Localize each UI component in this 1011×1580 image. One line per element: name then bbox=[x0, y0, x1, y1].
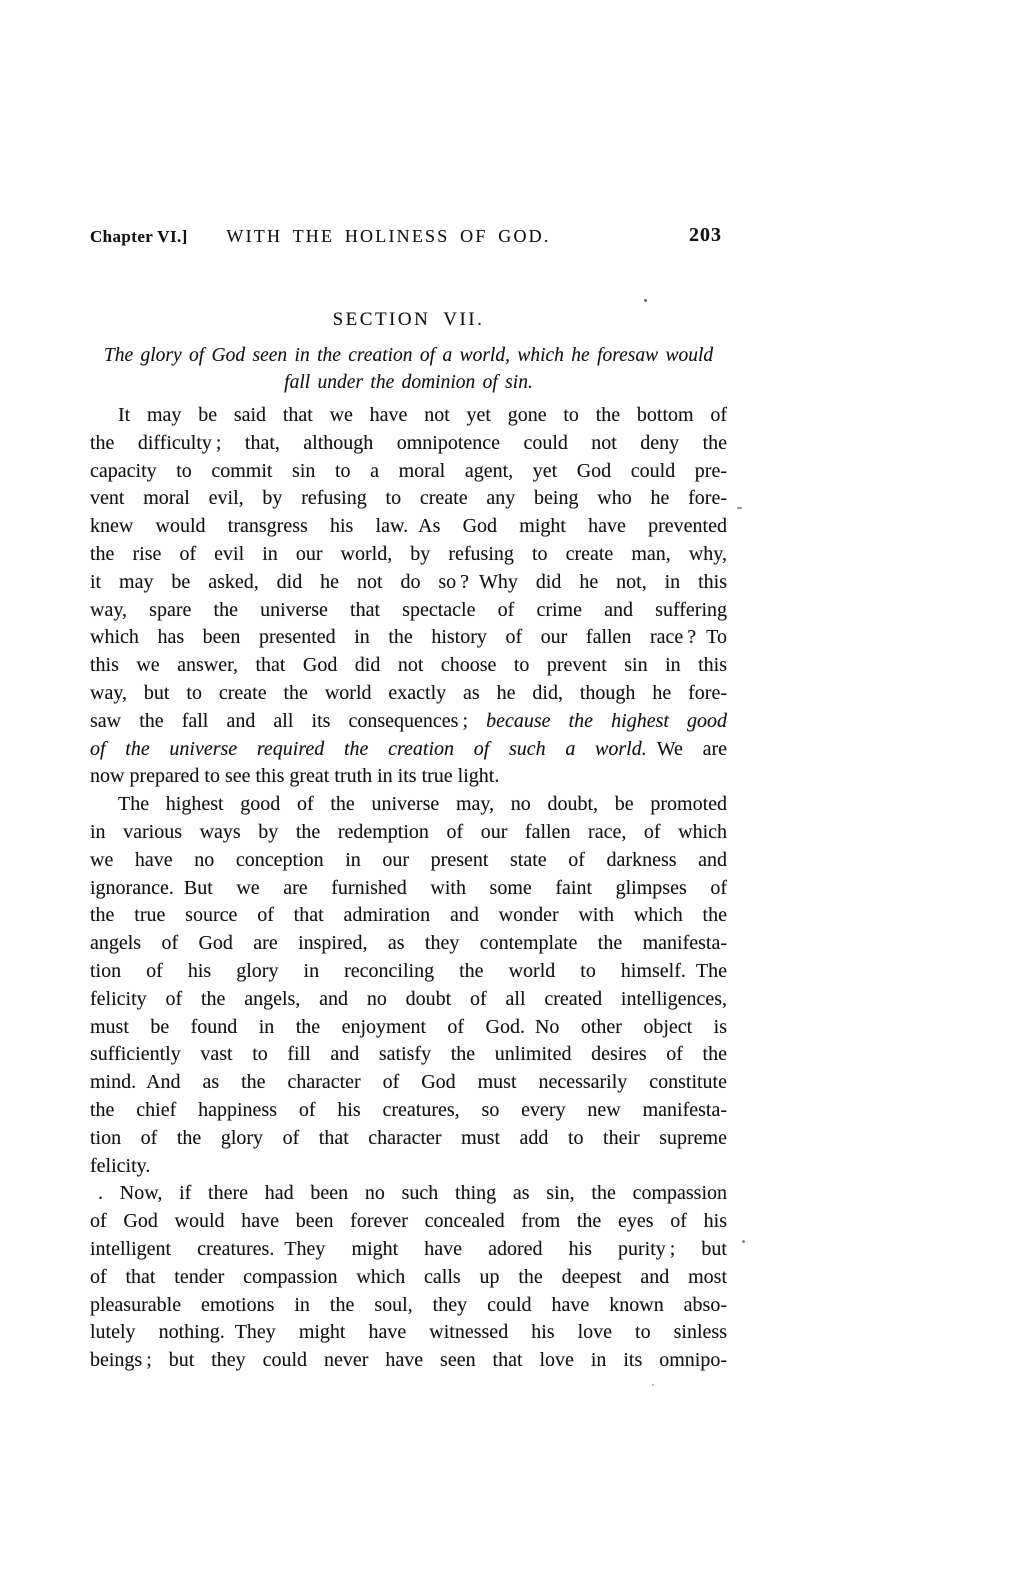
running-title: WITH THE HOLINESS OF GOD. bbox=[226, 226, 551, 246]
text-line bbox=[90, 1153, 727, 1181]
text-segment: lutely nothing. They might have witnessed his love to sinless bbox=[90, 1321, 727, 1344]
text-line bbox=[90, 1292, 727, 1320]
text-line bbox=[90, 847, 727, 875]
chapter-label: Chapter VI.] bbox=[90, 227, 188, 246]
text-segment: capacity to commit sin to a moral agent, yet God could pre- bbox=[90, 459, 727, 482]
text-segment: mind. And as the character of God must necessarily constitute bbox=[90, 1071, 727, 1094]
text-line bbox=[90, 930, 727, 958]
text-segment: way, spare the universe that spectacle of crime and suffering bbox=[90, 598, 727, 621]
text-line bbox=[90, 1069, 727, 1097]
text-line bbox=[90, 902, 727, 930]
text-line bbox=[90, 541, 727, 569]
text-line bbox=[90, 485, 727, 513]
text-line bbox=[90, 1125, 727, 1153]
text-segment: ignorance. But we are furnished with some faint glimpses of bbox=[90, 876, 727, 899]
section-heading: SECTION VII. bbox=[332, 309, 485, 330]
text-line bbox=[90, 763, 727, 791]
subtitle-line: fall under the dominion of sin. bbox=[284, 371, 533, 393]
text-segment: the true source of that admiration and wonder with which the bbox=[90, 904, 727, 927]
italic-text-segment: of the universe required the creation of such a world. bbox=[90, 737, 647, 760]
text-line bbox=[90, 1236, 727, 1264]
text-line bbox=[90, 708, 727, 736]
text-line bbox=[90, 1180, 727, 1208]
text-line bbox=[90, 986, 727, 1014]
text-segment: the rise of evil in our world, by refusing to create man, why, bbox=[90, 542, 727, 565]
text-line bbox=[90, 513, 727, 541]
text-segment: tion of the glory of that character must add to their supreme bbox=[90, 1126, 727, 1149]
text-segment: the chief happiness of his creatures, so every new manifesta- bbox=[90, 1098, 727, 1121]
scan-speck bbox=[644, 299, 647, 302]
scan-speck bbox=[652, 1384, 654, 1386]
text-segment: It may be said that we have not yet gone to the bottom of bbox=[118, 404, 727, 426]
text-segment: vent moral evil, by refusing to create any being who he fore- bbox=[90, 487, 727, 510]
text-segment: it may be asked, did he not do so ? Why did he not, in this bbox=[90, 570, 727, 593]
text-line bbox=[90, 819, 727, 847]
text-line bbox=[90, 875, 727, 903]
text-segment: must be found in the enjoyment of God. No other object is bbox=[90, 1015, 727, 1038]
text-segment: we have no conception in our present state of darkness and bbox=[90, 848, 727, 871]
paragraph bbox=[90, 791, 727, 1180]
text-segment: in various ways by the redemption of our fallen race, of which bbox=[90, 820, 727, 843]
text-segment: the difficulty ; that, although omnipotence could not deny the bbox=[90, 431, 727, 454]
paragraph bbox=[90, 1180, 727, 1375]
text-line bbox=[90, 430, 727, 458]
section-subtitle bbox=[86, 343, 731, 396]
text-line bbox=[90, 624, 727, 652]
text-line bbox=[90, 1208, 727, 1236]
text-segment: saw the fall and all its consequences ; bbox=[90, 709, 487, 732]
text-segment: of that tender compassion which calls up the deepest and most bbox=[90, 1265, 727, 1288]
text-segment: which has been presented in the history of our fallen race ? To bbox=[90, 626, 727, 649]
text-segment: angels of God are inspired, as they contemplate the manifesta- bbox=[90, 932, 727, 955]
text-line bbox=[90, 569, 727, 597]
text-segment: intelligent creatures. They might have adored his purity ; but bbox=[90, 1237, 727, 1260]
page-number: 203 bbox=[689, 224, 722, 246]
text-segment: The highest good of the universe may, no doubt, be promoted bbox=[118, 793, 727, 816]
text-segment: of God would have been forever concealed from the eyes of his bbox=[90, 1210, 727, 1233]
page-body bbox=[90, 402, 727, 1375]
text-segment: way, but to create the world exactly as he did, though he fore- bbox=[90, 681, 727, 704]
text-line bbox=[90, 680, 727, 708]
paragraph bbox=[90, 402, 727, 791]
text-segment: now prepared to see this great truth in its true light. bbox=[90, 765, 500, 788]
text-line bbox=[90, 958, 727, 986]
text-line bbox=[90, 652, 727, 680]
text-line bbox=[90, 597, 727, 625]
text-segment: We are bbox=[646, 737, 727, 760]
text-segment: knew would transgress his law. As God might have prevented bbox=[90, 515, 727, 538]
text-line bbox=[90, 1097, 727, 1125]
text-segment: . Now, if there had been no such thing as sin, the compassion bbox=[98, 1182, 727, 1205]
scan-speck bbox=[742, 1240, 745, 1243]
text-segment: felicity. bbox=[90, 1154, 151, 1177]
scan-speck bbox=[737, 507, 742, 509]
text-line bbox=[90, 1041, 727, 1069]
text-segment: pleasurable emotions in the soul, they could have known abso- bbox=[90, 1293, 727, 1316]
text-segment: beings ; but they could never have seen that love in its omnipo- bbox=[90, 1349, 727, 1372]
text-segment: tion of his glory in reconciling the world to himself. The bbox=[90, 959, 727, 982]
text-segment: felicity of the angels, and no doubt of all created intelligences, bbox=[90, 987, 727, 1010]
text-line bbox=[90, 1264, 727, 1292]
text-line bbox=[90, 458, 727, 486]
text-segment: sufficiently vast to fill and satisfy the unlimited desires of the bbox=[90, 1043, 727, 1066]
italic-text-segment: because the highest good bbox=[486, 709, 728, 732]
text-line bbox=[90, 736, 727, 764]
text-line bbox=[90, 791, 727, 819]
subtitle-line: The glory of God seen in the creation of a world, which he foresaw would bbox=[103, 345, 714, 366]
text-line bbox=[90, 1014, 727, 1042]
text-line bbox=[90, 1319, 727, 1347]
running-header bbox=[90, 224, 727, 250]
text-segment: this we answer, that God did not choose to prevent sin in this bbox=[90, 654, 727, 677]
text-line bbox=[90, 402, 727, 430]
text-line bbox=[90, 1347, 727, 1375]
